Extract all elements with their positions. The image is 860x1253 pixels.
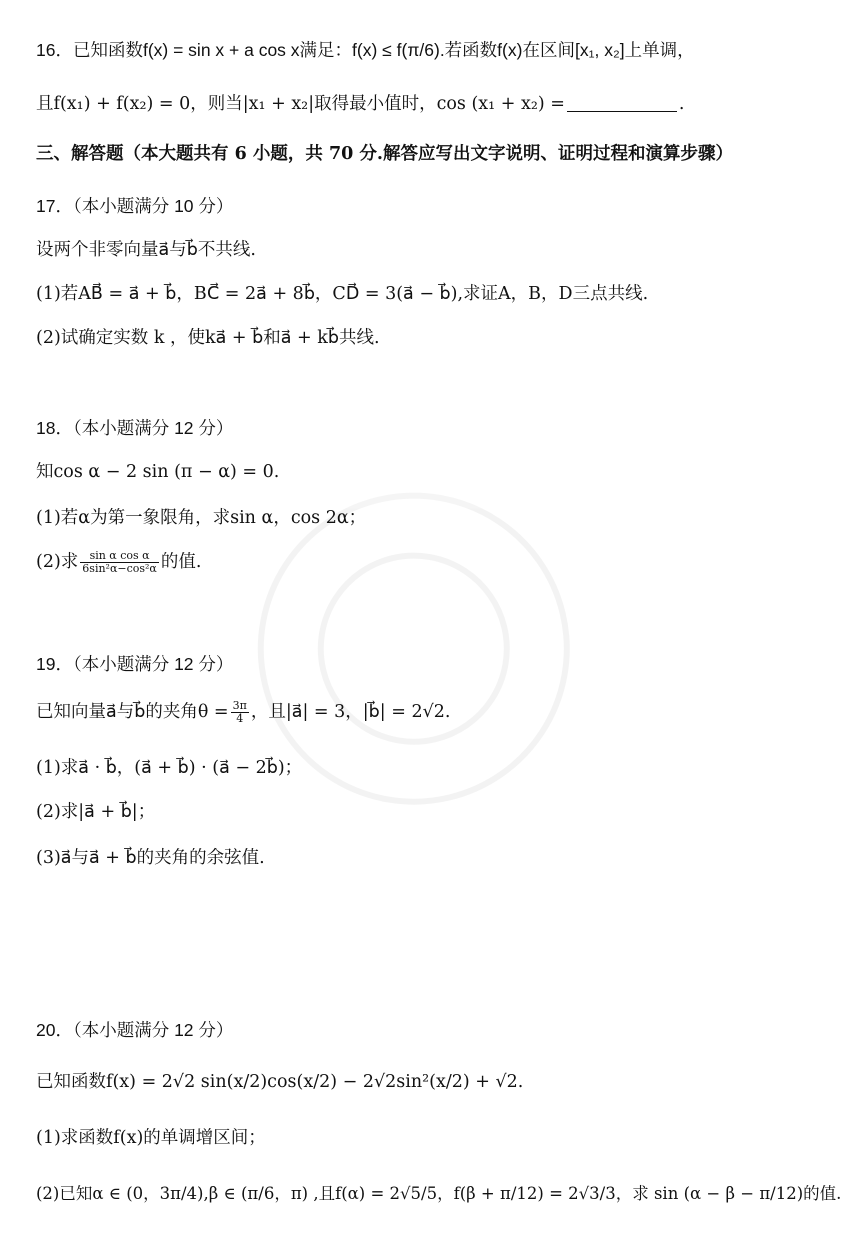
section-heading: 三、解答题（本大题共有 6 小题，共 70 分.解答应写出文字说明、证明过程和演算步骤） [36, 144, 733, 164]
q20-part1: (1)求函数f(x)的单调增区间； [36, 1128, 266, 1148]
q19-part1: (1)求a⃗ · b⃗，(a⃗ + b⃗) · (a⃗ − 2b⃗)； [36, 758, 303, 778]
q18-part2 [36, 550, 836, 575]
q19-stem [36, 700, 836, 725]
q16-line1: 16．已知函数f(x) = sin x + a cos x满足：f(x) ≤ f(π/6).若函数f(x)在区间[x₁, x₂]上单调， [36, 40, 695, 60]
q17-header: 17．（本小题满分 10 分） [36, 196, 234, 216]
q18-fraction [80, 550, 159, 575]
q17-stem: 设两个非零向量a⃗与b⃗不共线. [36, 240, 256, 260]
q18-header: 18．（本小题满分 12 分） [36, 418, 234, 438]
q19-part3: (3)a⃗与a⃗ + b⃗的夹角的余弦值. [36, 848, 265, 868]
q19-stem-suffix: ，且|a⃗| = 3，|b⃗| = 2√2. [250, 702, 451, 722]
q17-part1: (1)若AB⃗ = a⃗ + b⃗，BC⃗ = 2a⃗ + 8b⃗，CD⃗ = 3(a⃗ − b⃗),求证A，B，D三点共线. [36, 284, 649, 304]
q18-part1: (1)若α为第一象限角，求sin α，cos 2α； [36, 508, 367, 528]
q19-angle-denominator: 4 [236, 712, 244, 725]
q19-angle-numerator: 3π [232, 699, 247, 712]
q16-line2-text: 且f(x₁) + f(x₂) = 0，则当|x₁ + x₂|取得最小值时，cos (x₁ + x₂) = [36, 94, 565, 114]
q18-stem: 知cos α − 2 sin (π − α) = 0. [36, 462, 280, 482]
q20-header: 20．（本小题满分 12 分） [36, 1020, 234, 1040]
q16-line2-end: . [678, 94, 685, 114]
q19-angle-fraction [231, 700, 249, 725]
q18-fraction-denominator: 6sin²α−cos²α [82, 562, 157, 575]
q18-part2-prefix: (2)求 [36, 552, 79, 572]
q19-stem-prefix: 已知向量a⃗与b⃗的夹角θ = [36, 702, 229, 722]
q20-part2: (2)已知α ∈ (0，3π/4),β ∈ (π/6，π) ,且f(α) = 2√5/5，f(β + π/12) = 2√3/3，求 sin (α − β − π/12)的值. [36, 1184, 842, 1203]
q16-line2 [36, 92, 836, 116]
answer-blank [567, 93, 677, 112]
q20-stem: 已知函数f(x) = 2√2 sin(x/2)cos(x/2) − 2√2sin²(x/2) + √2. [36, 1072, 524, 1092]
q19-header: 19．（本小题满分 12 分） [36, 654, 234, 674]
q18-fraction-numerator: sin α cos α [80, 550, 159, 563]
q17-part2: (2)试确定实数 k ，使ka⃗ + b⃗和a⃗ + kb⃗共线. [36, 328, 380, 348]
q18-part2-suffix: 的值. [160, 552, 202, 572]
q19-part2: (2)求|a⃗ + b⃗|； [36, 802, 156, 822]
